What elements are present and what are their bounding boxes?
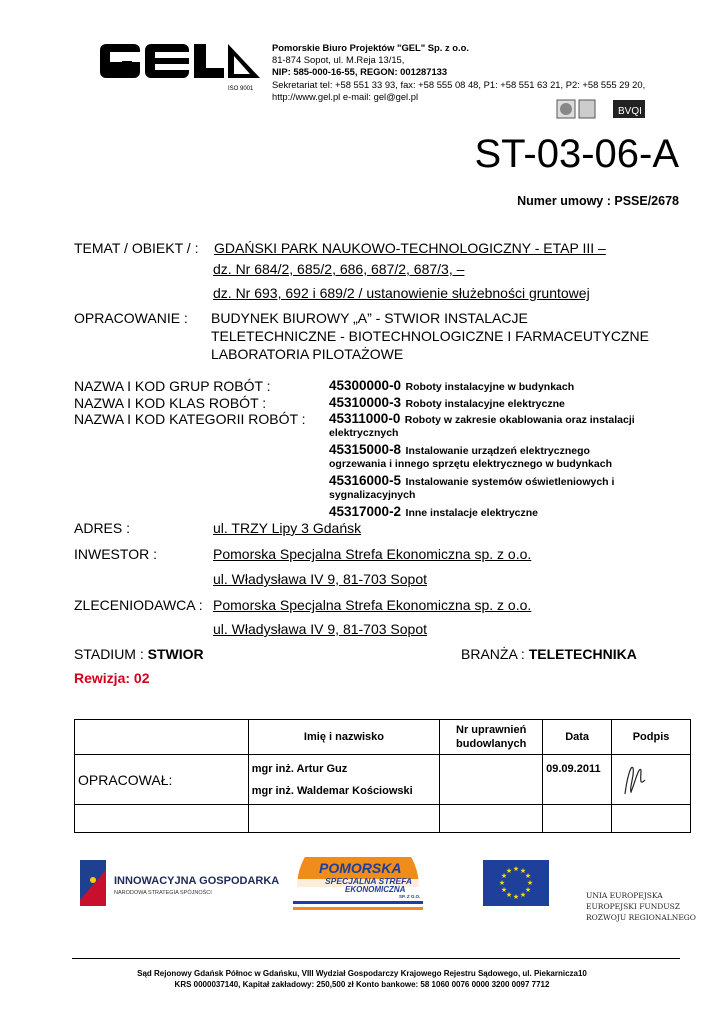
kat3-code: 45316000-5 (329, 473, 402, 488)
ig-subtitle: NARODOWA STRATEGIA SPÓJNOŚCI (114, 890, 212, 896)
zleceniodawca-line2: ul. Władysława IV 9, 81-703 Sopot (213, 621, 428, 637)
header-data: Data (543, 720, 612, 755)
pomorska-logo (287, 857, 429, 913)
header-nr (440, 720, 543, 755)
kat4-code: 45317000-2 (329, 504, 402, 519)
svg-text:★: ★ (519, 891, 527, 899)
grup-label: NAZWA I KOD GRUP ROBÓT : (74, 378, 271, 394)
klas-code: 45310000-3 (329, 395, 402, 410)
cert-icons (555, 98, 650, 120)
svg-text:BVQI: BVQI (618, 106, 642, 117)
kat4-entry (329, 503, 538, 521)
svg-text:★: ★ (526, 879, 534, 887)
inwestor-line1: Pomorska Specjalna Strefa Ekonomiczna sp. z o.o. (213, 546, 532, 562)
pomorska-line2: SPECJALNA STREFA (325, 876, 413, 886)
svg-text:★: ★ (519, 867, 527, 875)
svg-text:★: ★ (505, 891, 513, 899)
table-header (75, 720, 691, 755)
kat1-code: 45311000-0 (329, 411, 401, 426)
header-nr-line2: budowlanych (456, 738, 527, 750)
name-2: mgr inż. Waldemar Kościowski (251, 784, 413, 797)
svg-text:★: ★ (524, 872, 532, 880)
company-info (272, 42, 645, 103)
kat2-code: 45315000-8 (329, 442, 402, 457)
company-nip: NIP: 585-000-16-55, REGON: 001287133 (272, 66, 448, 78)
nr-cell (440, 755, 543, 805)
zleceniodawca-label: ZLECENIODAWCA : (74, 597, 203, 613)
branza-label: BRANŻA : (461, 646, 525, 662)
opracowanie-line1: BUDYNEK BIUROWY „A” - STWIOR INSTALACJE (211, 310, 528, 326)
svg-text:★: ★ (512, 865, 520, 873)
footer-line1: Sąd Rejonowy Gdańsk Północ w Gdańsku, VIII Wydział Gospodarczy Krajowego Rejestru Sądowego, ul. Piekarnicza10 (137, 969, 587, 978)
temat-line2: dz. Nr 684/2, 685/2, 686, 687/2, 687/3, – (213, 261, 465, 277)
grup-entry (329, 377, 574, 395)
grup-desc: Roboty instalacyjne w budynkach (405, 381, 575, 393)
branza (461, 646, 637, 662)
svg-text:★: ★ (512, 893, 520, 901)
pomorska-title: POMORSKA (319, 860, 402, 876)
pomorska-line3: EKONOMICZNA (345, 885, 406, 894)
adres-label: ADRES : (74, 520, 131, 536)
temat-line3: dz. Nr 693, 692 i 689/2 / ustanowienie służebności gruntowej (213, 285, 590, 301)
ue-line2: EUROPEJSKI FUNDUSZ (586, 902, 680, 911)
opracowanie-line3: LABORATORIA PILOTAŻOWE (211, 346, 404, 362)
header-nr-line1: Nr uprawnień (456, 724, 527, 736)
opracowanie-line2: TELETECHNICZNE - BIOTECHNOLOGICZNE I FARMACEUTYCZNE (211, 328, 649, 344)
stadium-value: STWIOR (147, 646, 204, 662)
adres-value: ul. TRZY Lipy 3 Gdańsk (213, 520, 362, 536)
inwestor-label: INWESTOR : (74, 546, 157, 562)
ig-title: INNOWACYJNA GOSPODARKA (114, 875, 280, 887)
eu-flag (483, 860, 549, 906)
pomorska-line4: SP. Z O.O. (399, 894, 421, 899)
ue-text (586, 890, 696, 923)
signature-image (615, 758, 655, 798)
footer-divider (72, 958, 680, 959)
ig-emblem (80, 860, 110, 906)
grup-code: 45300000-0 (329, 378, 402, 393)
inwestor-line2: ul. Władysława IV 9, 81-703 Sopot (213, 571, 428, 587)
header-empty (75, 720, 249, 755)
opracowanie-label: OPRACOWANIE : (74, 310, 188, 326)
names-cell (248, 755, 440, 805)
footer (0, 968, 724, 990)
kat2-desc2: ogrzewania i innego sprzętu elektrycznego w budynkach (329, 458, 612, 470)
contract-number: Numer umowy : PSSE/2678 (517, 194, 679, 208)
zleceniodawca-line1: Pomorska Specjalna Strefa Ekonomiczna sp. z o.o. (213, 597, 532, 613)
footer-line2: KRS 0000037140, Kapitał zakładowy: 250,500 zł Konto bankowe: 58 1060 0076 0000 3200 0097 7712 (174, 980, 550, 989)
company-address: 81-874 Sopot, ul. M.Reja 13/15, (272, 54, 405, 66)
certificate-badges (555, 98, 650, 125)
header-name: Imię i nazwisko (248, 720, 440, 755)
temat-line1: GDAŃSKI PARK NAUKOWO-TECHNOLOGICZNY - ETAP III – (214, 240, 606, 256)
temat-label: TEMAT / OBIEKT / : (74, 240, 199, 256)
svg-text:★: ★ (500, 872, 508, 880)
branza-value: TELETECHNIKA (528, 646, 637, 662)
kat3-desc2: sygnalizacyjnych (329, 489, 416, 501)
klas-label: NAZWA I KOD KLAS ROBÓT : (74, 395, 267, 411)
svg-text:★: ★ (498, 879, 506, 887)
stadium-label: STADIUM : (74, 646, 144, 662)
iso-label: ISO 9001 (228, 86, 254, 92)
row-label: OPRACOWAŁ: (75, 755, 249, 805)
kat4-desc: Inne instalacje elektryczne (405, 507, 539, 519)
ue-line3: ROZWOJU REGIONALNEGO (586, 913, 696, 922)
kat2-desc: Instalowanie urządzeń elektrycznego (405, 445, 590, 457)
kat1-entry (329, 410, 635, 428)
klas-desc: Roboty instalacyjne elektryczne (405, 398, 565, 410)
kat1-desc2: elektrycznych (329, 427, 399, 439)
company-phones: Sekretariat tel: +58 551 33 93, fax: +58 555 08 48, P1: +58 551 63 21, P2: +58 555 29 20, (272, 78, 646, 90)
signature-cell (612, 755, 691, 805)
table-row (75, 755, 691, 805)
kat1-desc: Roboty w zakresie okablowania oraz instalacji (404, 414, 635, 426)
svg-text:★: ★ (500, 886, 508, 894)
ue-line1: UNIA EUROPEJSKA (586, 891, 663, 900)
gel-logo (100, 42, 262, 92)
header-podpis: Podpis (612, 720, 691, 755)
date-cell: 09.09.2011 (543, 755, 612, 805)
svg-text:★: ★ (524, 886, 532, 894)
kat2-entry (329, 441, 590, 459)
stadium (74, 646, 204, 662)
table-row-empty (75, 805, 691, 833)
name-1: mgr inż. Artur Guz (251, 762, 348, 775)
innowacyjna-gospodarka-logo (80, 860, 285, 912)
rewizja: Rewizja: 02 (74, 670, 150, 686)
company-name: Pomorskie Biuro Projektów "GEL" Sp. z o.o. (272, 42, 469, 53)
document-code: ST-03-06-A (474, 132, 679, 176)
kat3-desc: Instalowanie systemów oświetleniowych i (405, 476, 615, 488)
signature-table (74, 719, 691, 833)
kat3-entry (329, 472, 614, 490)
svg-text:★: ★ (505, 867, 513, 875)
company-web: http://www.gel.pl e-mail: gel@gel.pl (272, 90, 419, 102)
kategorii-label: NAZWA I KOD KATEGORII ROBÓT : (74, 411, 306, 427)
